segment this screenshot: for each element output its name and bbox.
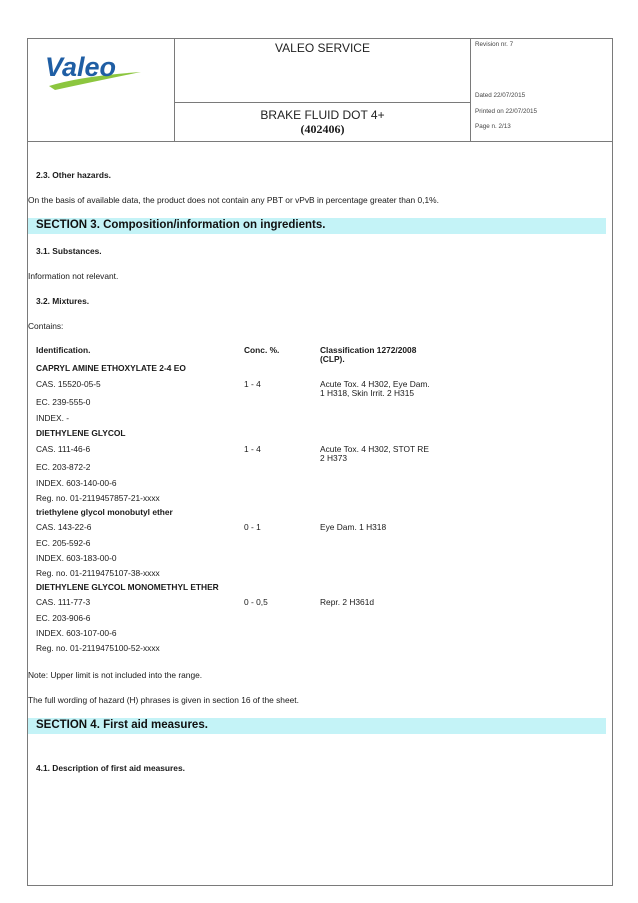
substance-cas: CAS. 111-46-6 <box>36 444 91 454</box>
company-name: VALEO SERVICE <box>275 41 370 55</box>
col-classification-clp: (CLP). <box>320 354 345 364</box>
substance-name: DIETHYLENE GLYCOL MONOMETHYL ETHER <box>36 582 219 592</box>
valeo-logo <box>41 46 151 92</box>
substance-class-cont: 2 H373 <box>320 453 348 463</box>
substance-name: DIETHYLENE GLYCOL <box>36 428 126 438</box>
substance-index: INDEX. 603-107-00-6 <box>36 628 117 638</box>
substance-index: INDEX. 603-140-00-6 <box>36 478 117 488</box>
document-header <box>27 38 613 142</box>
product-name: BRAKE FLUID DOT 4+ <box>260 108 385 122</box>
col-concentration: Conc. %. <box>244 345 280 355</box>
substance-conc: 0 - 0,5 <box>244 597 268 607</box>
title-divider <box>175 102 470 103</box>
other-hazards-text: On the basis of available data, the product does not contain any PBT or vPvB in percentage greater than 0,1%. <box>28 195 439 205</box>
substance-class: Repr. 2 H361d <box>320 597 375 607</box>
substance-class: Acute Tox. 4 H302, STOT RE <box>320 444 429 454</box>
section-3-title: SECTION 3. Composition/information on ingredients. <box>36 219 326 231</box>
section-4-title: SECTION 4. First aid measures. <box>36 719 208 731</box>
substance-reg: Reg. no. 01-2119457857-21-xxxx <box>36 493 160 503</box>
substance-conc: 0 - 1 <box>244 522 261 532</box>
substance-ec: EC. 205-592-6 <box>36 538 91 548</box>
substance-cas: CAS. 15520-05-5 <box>36 379 101 389</box>
substance-ec: EC. 239-555-0 <box>36 397 91 407</box>
substance-index: INDEX. 603-183-00-0 <box>36 553 117 563</box>
substance-name: CAPRYL AMINE ETHOXYLATE 2-4 EO <box>36 363 186 373</box>
substance-class: Eye Dam. 1 H318 <box>320 522 387 532</box>
first-aid-heading: 4.1. Description of first aid measures. <box>36 763 185 773</box>
full-wording-note: The full wording of hazard (H) phrases is given in section 16 of the sheet. <box>28 695 299 705</box>
substance-conc: 1 - 4 <box>244 379 261 389</box>
substance-cas: CAS. 111-77-3 <box>36 597 91 607</box>
substance-class: Acute Tox. 4 H302, Eye Dam. <box>320 379 430 389</box>
logo-wordmark: Valeo <box>45 52 117 82</box>
col-identification: Identification. <box>36 345 91 355</box>
substances-text: Information not relevant. <box>28 271 119 281</box>
substance-ec: EC. 203-872-2 <box>36 462 91 472</box>
meta-cell <box>471 38 612 141</box>
col-classification: Classification 1272/2008 <box>320 345 417 355</box>
upper-limit-note: Note: Upper limit is not included into the range. <box>28 670 203 680</box>
printed-on: Printed on 22/07/2015 <box>475 108 537 115</box>
section-3-banner <box>28 218 606 234</box>
substance-cas: CAS. 143-22-6 <box>36 522 92 532</box>
substance-reg: Reg. no. 01-2119475107-38-xxxx <box>36 568 160 578</box>
mixtures-heading: 3.2. Mixtures. <box>36 296 90 306</box>
other-hazards-heading: 2.3. Other hazards. <box>36 170 111 180</box>
substance-index: INDEX. - <box>36 413 70 423</box>
title-cell <box>175 38 471 141</box>
substances-heading: 3.1. Substances. <box>36 246 102 256</box>
page-number: Page n. 2/13 <box>475 123 511 130</box>
contains-label: Contains: <box>28 321 64 331</box>
logo-cell <box>27 38 175 141</box>
section-4-banner <box>28 718 606 734</box>
product-code: (402406) <box>300 122 345 136</box>
substance-reg: Reg. no. 01-2119475100-52-xxxx <box>36 643 160 653</box>
substance-conc: 1 - 4 <box>244 444 261 454</box>
substance-class-cont: 1 H318, Skin Irrit. 2 H315 <box>320 388 415 398</box>
substance-ec: EC. 203-906-6 <box>36 613 91 623</box>
substance-name: triethylene glycol monobutyl ether <box>36 507 173 517</box>
dated: Dated 22/07/2015 <box>475 92 526 99</box>
revision-number: Revision nr. 7 <box>475 41 514 48</box>
